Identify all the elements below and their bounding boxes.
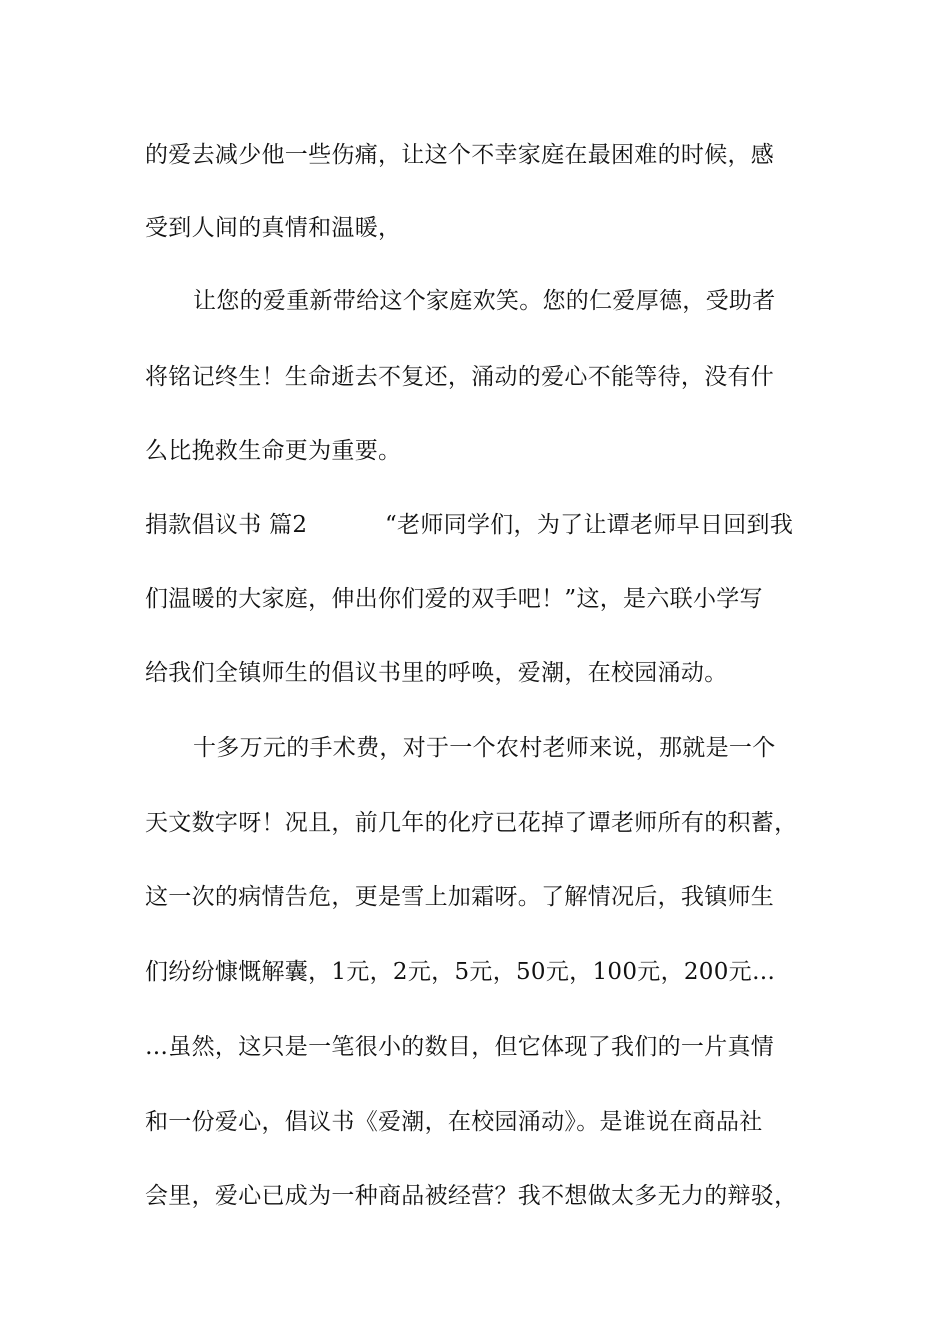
text-line: 和一份爱心，倡议书《爱潮，在校园涌动》。是谁说在商品社 bbox=[145, 1109, 763, 1135]
text-line: 会里，爱心已成为一种商品被经营？我不想做太多无力的辩驳， bbox=[145, 1183, 798, 1209]
text-line: 么比挽救生命更为重要。 bbox=[145, 438, 402, 464]
text-line: …虽然，这只是一笔很小的数目，但它体现了我们的一片真情 bbox=[145, 1034, 775, 1060]
text-line: 将铭记终生！生命逝去不复还，涌动的爱心不能等待，没有什 bbox=[145, 364, 775, 390]
paragraph-first-line: 让您的爱重新带给这个家庭欢笑。您的仁爱厚德，受助者 bbox=[193, 288, 776, 314]
section-heading: 捐款倡议书 篇2 bbox=[145, 512, 308, 538]
text-line: 们温暖的大家庭，伸出你们爱的双手吧！”这，是六联小学写 bbox=[145, 586, 763, 612]
text-line: 的爱去减少他一些伤痛，让这个不幸家庭在最困难的时候，感 bbox=[145, 142, 775, 168]
paragraph-first-line: 十多万元的手术费，对于一个农村老师来说，那就是一个 bbox=[193, 735, 776, 761]
section-first-line: “老师同学们，为了让谭老师早日回到我 bbox=[385, 512, 794, 538]
text-line: 给我们全镇师生的倡议书里的呼唤，爱潮，在校园涌动。 bbox=[145, 660, 728, 686]
text-line: 这一次的病情告危，更是雪上加霜呀。了解情况后，我镇师生 bbox=[145, 884, 775, 910]
text-line: 受到人间的真情和温暖， bbox=[145, 215, 402, 241]
text-line: 天文数字呀！况且，前几年的化疗已花掉了谭老师所有的积蓄， bbox=[145, 810, 798, 836]
section-heading-line bbox=[145, 510, 825, 540]
text-line: 们纷纷慷慨解囊，1元，2元，5元，50元，100元，200元… bbox=[145, 959, 776, 985]
